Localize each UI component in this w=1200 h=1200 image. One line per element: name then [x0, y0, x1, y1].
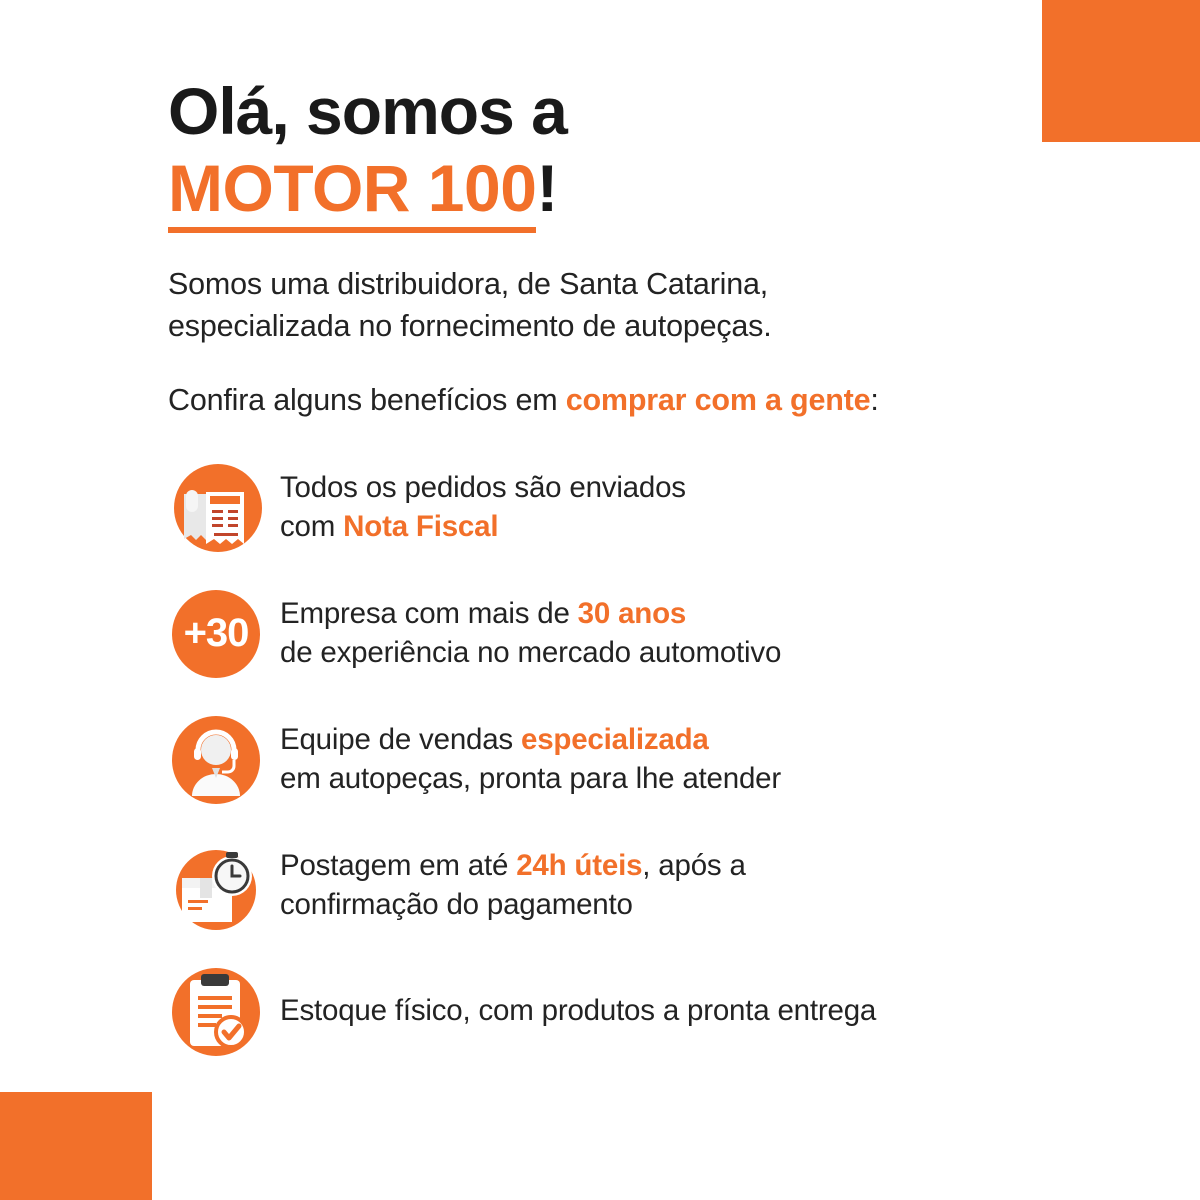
intro-line-1: Somos uma distribuidora, de Santa Catarina, — [168, 266, 769, 301]
benefit-line-2 — [280, 508, 686, 547]
years-badge-label: +30 — [183, 611, 249, 656]
headline-line2 — [168, 148, 1088, 229]
benefits-list — [168, 460, 1088, 1060]
intro-paragraph — [168, 263, 1088, 347]
headline-line1: Olá, somos a — [168, 74, 567, 148]
benefit-line-2-prefix: com — [280, 509, 344, 543]
benefit-text — [280, 469, 686, 547]
benefit-line-1-prefix: Equipe de vendas — [280, 722, 521, 756]
headline-exclamation: ! — [536, 151, 558, 225]
list-item — [168, 460, 1088, 556]
benefit-line-1-prefix: Empresa com mais de — [280, 596, 578, 630]
list-item — [168, 586, 1088, 682]
plus-30-badge-icon — [168, 586, 264, 682]
benefit-text — [280, 992, 876, 1031]
benefit-line-1 — [280, 721, 781, 760]
list-item — [168, 964, 1088, 1060]
benefit-text — [280, 847, 746, 925]
benefits-question — [168, 383, 1088, 418]
brand-name: MOTOR 100 — [168, 151, 536, 233]
benefit-text — [280, 595, 781, 673]
list-item — [168, 712, 1088, 808]
benefit-line-2: em autopeças, pronta para lhe atender — [280, 761, 781, 795]
clipboard-check-icon — [168, 964, 264, 1060]
question-suffix: : — [870, 382, 879, 417]
question-highlight: comprar com a gente — [565, 382, 871, 417]
content-area — [168, 74, 1088, 1090]
benefit-line-2: de experiência no mercado automotivo — [280, 635, 782, 669]
benefit-line-1 — [280, 847, 746, 886]
benefit-line-2-highlight: Nota Fiscal — [343, 509, 499, 543]
receipt-icon — [168, 460, 264, 556]
benefit-line-1: Estoque físico, com produtos a pronta entrega — [280, 994, 877, 1028]
benefit-line-1-prefix: Postagem em até — [280, 848, 517, 882]
page-title — [168, 74, 1088, 229]
question-prefix: Confira alguns benefícios em — [168, 382, 566, 417]
benefit-line-1 — [280, 595, 781, 634]
benefit-text — [280, 721, 781, 799]
box-stopwatch-icon — [168, 838, 264, 934]
benefit-line-1: Todos os pedidos são enviados — [280, 470, 686, 504]
benefit-line-1-suffix: , após a — [642, 848, 746, 882]
benefit-line-2: confirmação do pagamento — [280, 887, 633, 921]
list-item — [168, 838, 1088, 934]
intro-line-2: especializada no fornecimento de autopeças. — [168, 308, 772, 343]
benefit-line-1-highlight: especializada — [520, 722, 709, 756]
decorative-corner-bottom-left — [0, 1092, 152, 1200]
headset-agent-icon — [168, 712, 264, 808]
benefit-line-1-highlight: 30 anos — [577, 596, 687, 630]
benefit-line-1-highlight: 24h úteis — [516, 848, 643, 882]
